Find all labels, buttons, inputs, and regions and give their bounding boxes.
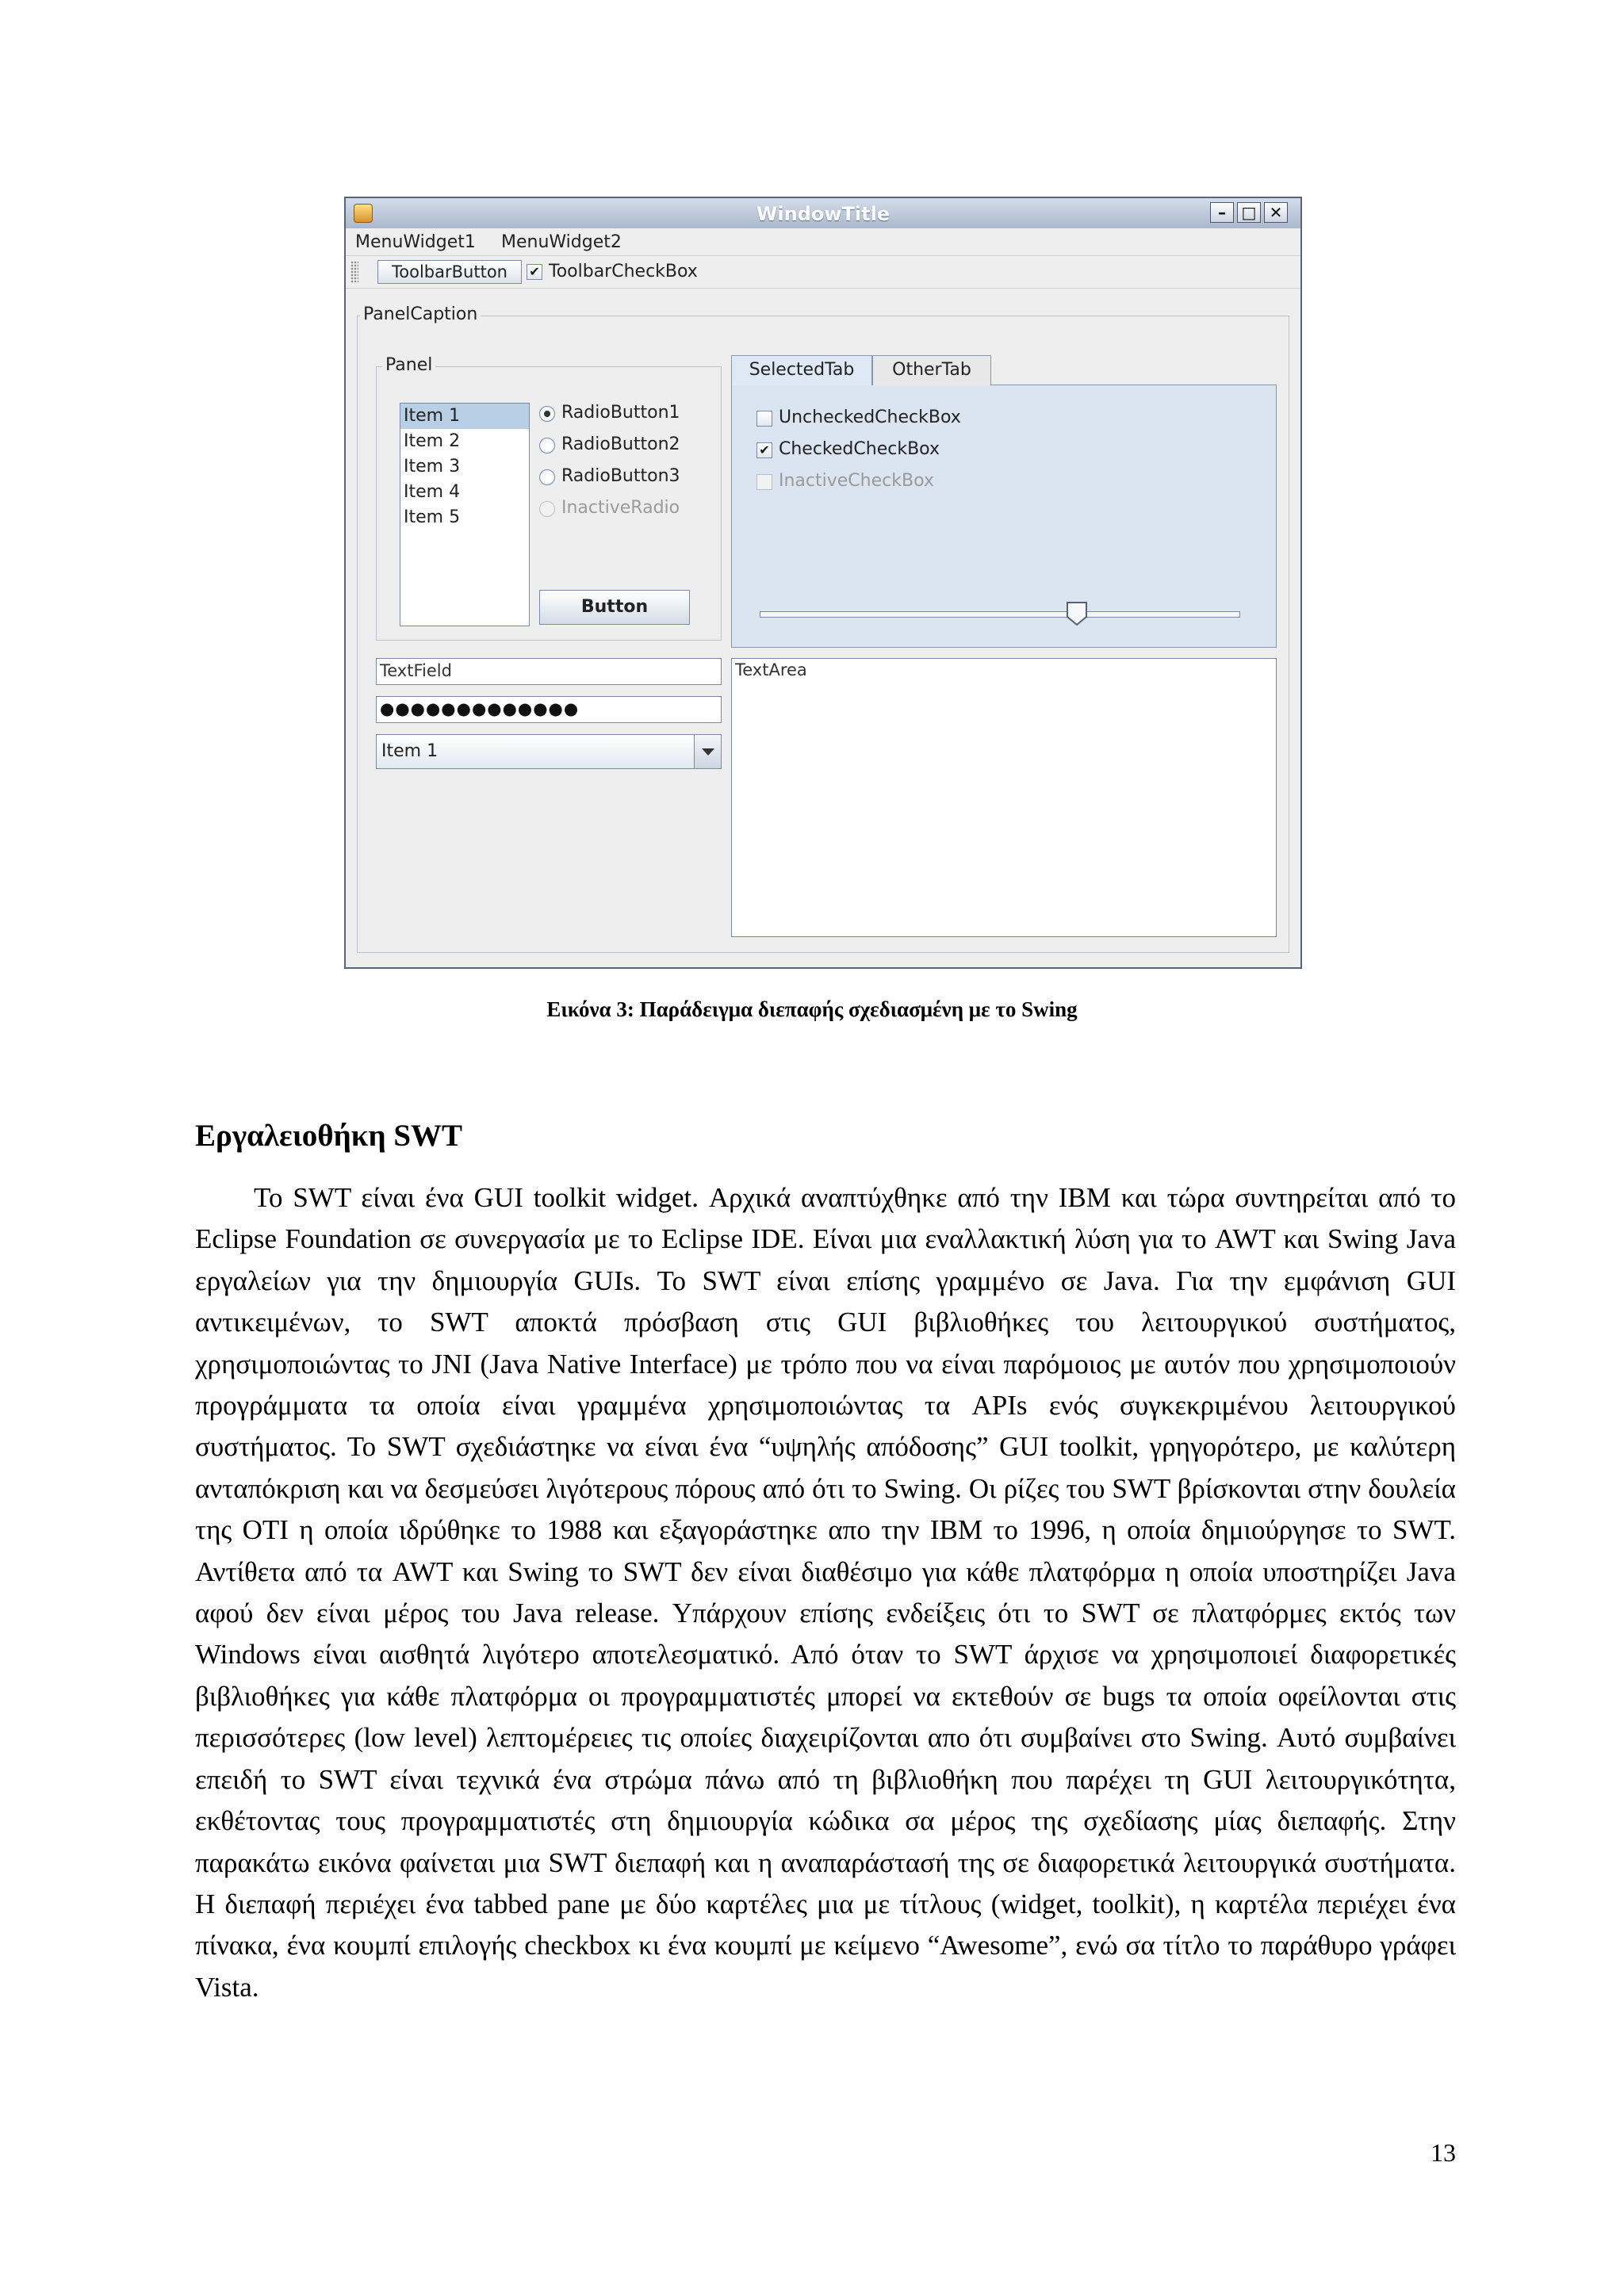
radio-label-3: RadioButton3 bbox=[561, 466, 680, 486]
page-number: 13 bbox=[1431, 2138, 1456, 2167]
chevron-down-icon[interactable] bbox=[694, 735, 721, 768]
list-item[interactable]: Item 2 bbox=[404, 431, 461, 451]
radio-label-2: RadioButton2 bbox=[561, 434, 680, 454]
figure-swing-window bbox=[344, 197, 1302, 969]
radio-button-2[interactable] bbox=[539, 438, 555, 453]
list-item[interactable]: Item 1 bbox=[400, 404, 529, 429]
toolbar-button[interactable]: ToolbarButton bbox=[377, 260, 522, 284]
body-paragraph: Το SWT είναι ένα GUI toolkit widget. Αρχικά αναπτύχθηκε από την IBM και τώρα συντηρείται από το Eclipse Foundation σε συνεργασία με το Eclipse IDE. Είναι μια εναλλακτική λύση για το AWT και Swing Java εργαλείων για την δημιουργία GUIs. Το SWT είναι επίσης γραμμένο σε Java. Για την εμφάνιση GUI αντικειμένων, το SWT αποκτά πρόσβαση στις GUI βιβλιοθήκες του λειτουργικού συστήματος, χρησιμοποιώντας το JNI (Java Native Interface) με τρόπο που να είναι παρόμοιος με αυτόν που χρησιμοποιούν προγράμματα τα οποία είναι γραμμένα χρησιμοποιώντας τα APIs ενός συγκεκριμένου λειτουργικού συστήματος. Το SWT σχεδιάστηκε να είναι ένα “υψηλής απόδοσης” GUI toolkit, γρηγορότερο, με καλύτερη ανταπόκριση και να δεσμεύσει λιγότερους πόρους από ότι το Swing. Οι ρίζες του SWT βρίσκονται στην δουλεία της OTI η οποία ιδρύθηκε το 1988 και εξαγοράστηκε απο την IBM το 1996, η οποία δημιούργησε το SWT. Αντίθετα από τα AWT και Swing το SWT δεν είναι διαθέσιμο για κάθε πλατφόρμα η οποία υποστηρίζει Java αφού δεν είναι μέρος του Java release. Υπάρχουν επίσης ενδείξεις ότι το SWT σε πλατφόρμες εκτός των Windows είναι αισθητά λιγότερο αποτελεσματικό. Από όταν το SWT άρχισε να χρησιμοποιεί διαφορετικές βιβλιοθήκες για κάθε πλατφόρμα οι προγραμματιστές μπορεί να εκτεθούν σε bugs τα οποία οφείλονται στις περισσότερες (low level) λεπτομέρειες τις οποίες διαχειρίζονται απο ότι συμβαίνει στο Swing. Αυτό συμβαίνει επειδή το SWT είναι τεχνικά ένα στρώμα πάνω από τη βιβλιοθήκη που παρέχει τη GUI λειτουργικότητα, εκθέτοντας τους προγραμματιστές στη δημιουργία κώδικα σα μέρος της σχεδίασης μίας διεπαφής. Στην παρακάτω εικόνα φαίνεται μια SWT διεπαφή και η αναπαράστασή της σε διαφορετικά λειτουργικά συστήματα. Η διεπαφή περιέχει ένα tabbed pane με δύο καρτέλες μια με τίτλους (widget, toolkit), η καρτέλα περιέχει ένα πίνακα, ένα κουμπί επιλογής checkbox κι ένα κουμπί με κείμενο “Awesome”, ενώ σα τίτλο το παράθυρο γράφει Vista. bbox=[195, 1182, 1456, 2003]
slider-thumb[interactable] bbox=[1065, 601, 1089, 626]
inactive-radio bbox=[539, 501, 555, 517]
window-titlebar bbox=[346, 198, 1300, 229]
unchecked-checkbox[interactable] bbox=[756, 411, 772, 427]
toolbar bbox=[346, 255, 1300, 289]
checkmark-icon: ✔ bbox=[529, 264, 540, 279]
password-field[interactable]: ●●●●●●●●●●●●● bbox=[376, 696, 722, 723]
inactive-radio-label: InactiveRadio bbox=[561, 498, 680, 518]
radio-label-1: RadioButton1 bbox=[561, 403, 680, 423]
list-item[interactable]: Item 3 bbox=[404, 457, 461, 476]
close-button[interactable]: ✕ bbox=[1264, 202, 1288, 223]
inactive-checkbox-label: InactiveCheckBox bbox=[779, 471, 934, 491]
panel-caption: PanelCaption bbox=[360, 304, 481, 324]
toolbar-grip-handle[interactable] bbox=[350, 261, 358, 283]
item-list bbox=[400, 403, 530, 626]
text-area[interactable]: TextArea bbox=[731, 658, 1277, 937]
menu-widget-1[interactable]: MenuWidget1 bbox=[355, 232, 476, 252]
figure-caption: Εικόνα 3: Παράδειγμα διεπαφής σχεδιασμένη με το Swing bbox=[546, 997, 1078, 1021]
inactive-checkbox bbox=[756, 474, 772, 490]
push-button[interactable]: Button bbox=[539, 590, 690, 625]
radio-button-1[interactable] bbox=[539, 406, 555, 422]
unchecked-checkbox-label: UncheckedCheckBox bbox=[779, 408, 961, 427]
list-item[interactable]: Item 5 bbox=[404, 507, 461, 527]
checked-checkbox[interactable] bbox=[756, 442, 772, 458]
text-field[interactable]: TextField bbox=[376, 658, 722, 685]
menu-widget-2[interactable]: MenuWidget2 bbox=[501, 232, 622, 252]
window-title: WindowTitle bbox=[756, 203, 891, 225]
slider-track[interactable] bbox=[760, 611, 1240, 618]
section-heading: Εργαλειοθήκη SWT bbox=[195, 1119, 463, 1153]
minimize-button[interactable]: – bbox=[1210, 202, 1234, 223]
tab-other[interactable]: OtherTab bbox=[872, 355, 991, 385]
toolbar-checkbox[interactable] bbox=[527, 264, 542, 280]
combo-value: Item 1 bbox=[381, 741, 439, 761]
toolbar-checkbox-label: ToolbarCheckBox bbox=[549, 262, 698, 281]
list-item[interactable]: Item 4 bbox=[404, 482, 461, 502]
radio-button-3[interactable] bbox=[539, 469, 555, 485]
maximize-button[interactable]: □ bbox=[1237, 202, 1261, 223]
combo-box[interactable] bbox=[376, 734, 722, 769]
checked-checkbox-label: CheckedCheckBox bbox=[779, 439, 940, 459]
checkmark-icon: ✔ bbox=[759, 442, 770, 457]
menubar bbox=[346, 228, 1300, 255]
tab-selected[interactable]: SelectedTab bbox=[731, 355, 872, 385]
inner-panel-caption: Panel bbox=[382, 355, 435, 375]
